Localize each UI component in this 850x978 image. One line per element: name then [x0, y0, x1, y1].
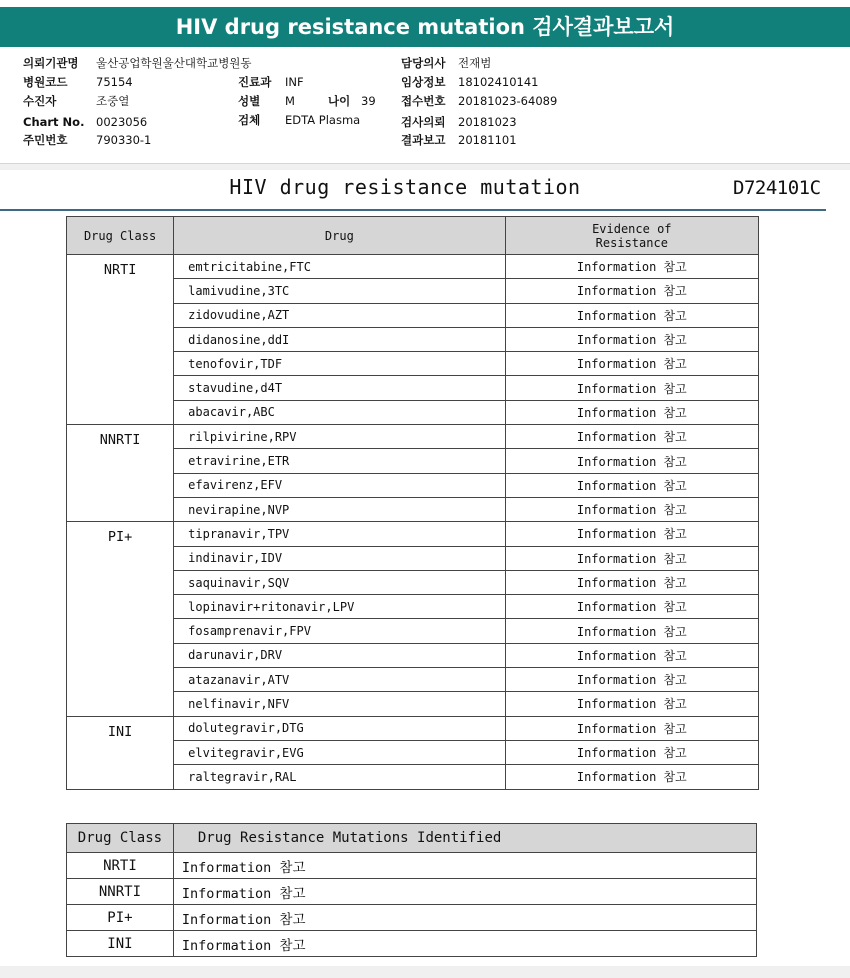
chart-no-label: Chart No.	[23, 115, 85, 129]
specimen-value: EDTA Plasma	[285, 113, 361, 127]
receipt-no-label: 접수번호	[401, 94, 446, 108]
receiver-label: 수진자	[23, 94, 57, 108]
drug-name-cell: fosamprenavir,FPV	[174, 619, 505, 643]
header-evidence-line2: Resistance	[595, 235, 668, 250]
chart-no-value: 0023056	[96, 115, 148, 129]
header-evidence-line1: Evidence of	[592, 221, 672, 236]
evidence-cell: Information 참고	[505, 449, 758, 473]
mutation-table-body	[67, 853, 757, 957]
evidence-cell: Information 참고	[505, 643, 758, 667]
receiver-value: 조중열	[96, 94, 130, 108]
hospital-code-value: 75154	[96, 75, 133, 89]
header-evidence	[505, 217, 758, 255]
drug-name-cell: stavudine,d4T	[174, 376, 505, 400]
drug-name-cell: nevirapine,NVP	[174, 497, 505, 521]
mutation-result-cell: Information 참고	[173, 879, 756, 905]
mutation-drug-class-cell: NRTI	[67, 853, 174, 879]
mutation-table	[66, 823, 757, 957]
evidence-cell: Information 참고	[505, 619, 758, 643]
doctor-label: 담당의사	[401, 56, 446, 70]
mutation-header-drug-class: Drug Class	[67, 824, 174, 853]
header-drug: Drug	[174, 217, 505, 255]
footer-gray-strip	[0, 966, 850, 978]
evidence-cell: Information 참고	[505, 473, 758, 497]
department-label: 진료과	[238, 75, 272, 89]
mutation-drug-class-cell: PI+	[67, 905, 174, 931]
drug-name-cell: emtricitabine,FTC	[174, 255, 505, 279]
mutation-drug-class-cell: INI	[67, 931, 174, 957]
request-date-value: 20181023	[458, 115, 517, 129]
drug-name-cell: raltegravir,RAL	[174, 765, 505, 789]
table-row	[67, 716, 759, 740]
drug-name-cell: efavirenz,EFV	[174, 473, 505, 497]
evidence-cell: Information 참고	[505, 255, 758, 279]
evidence-cell: Information 참고	[505, 303, 758, 327]
drug-name-cell: atazanavir,ATV	[174, 668, 505, 692]
drug-name-cell: abacavir,ABC	[174, 400, 505, 424]
mutation-drug-class-cell: NNRTI	[67, 879, 174, 905]
mutation-table-header-row	[67, 824, 757, 853]
table-row	[67, 879, 757, 905]
evidence-cell: Information 참고	[505, 352, 758, 376]
mutation-result-cell: Information 참고	[173, 853, 756, 879]
evidence-cell: Information 참고	[505, 400, 758, 424]
drug-name-cell: saquinavir,SQV	[174, 570, 505, 594]
evidence-cell: Information 참고	[505, 522, 758, 546]
evidence-cell: Information 참고	[505, 279, 758, 303]
table-row	[67, 905, 757, 931]
drug-class-cell: NNRTI	[67, 425, 174, 522]
table-row	[67, 522, 759, 546]
drug-class-cell: PI+	[67, 522, 174, 716]
evidence-cell: Information 참고	[505, 497, 758, 521]
drug-name-cell: didanosine,ddI	[174, 327, 505, 351]
specimen-label: 검체	[238, 113, 261, 127]
drug-name-cell: indinavir,IDV	[174, 546, 505, 570]
hospital-code-label: 병원코드	[23, 75, 68, 89]
evidence-cell: Information 참고	[505, 716, 758, 740]
evidence-cell: Information 참고	[505, 765, 758, 789]
mutation-result-cell: Information 참고	[173, 905, 756, 931]
sex-value: M	[285, 94, 295, 108]
table-row	[67, 931, 757, 957]
drug-table-header-row	[67, 217, 759, 255]
drug-name-cell: darunavir,DRV	[174, 643, 505, 667]
report-date-label: 결과보고	[401, 133, 446, 147]
mutation-result-cell: Information 참고	[173, 931, 756, 957]
drug-name-cell: lamivudine,3TC	[174, 279, 505, 303]
header-drug-class: Drug Class	[67, 217, 174, 255]
drug-name-cell: nelfinavir,NFV	[174, 692, 505, 716]
evidence-cell: Information 참고	[505, 668, 758, 692]
drug-name-cell: dolutegravir,DTG	[174, 716, 505, 740]
table-row	[67, 853, 757, 879]
drug-name-cell: rilpivirine,RPV	[174, 425, 505, 449]
resident-no-value: 790330-1	[96, 133, 152, 147]
drug-name-cell: etravirine,ETR	[174, 449, 505, 473]
report-code: D724101C	[733, 177, 821, 199]
header-gray-strip	[0, 164, 850, 170]
drug-table-body	[67, 255, 759, 790]
evidence-cell: Information 참고	[505, 595, 758, 619]
evidence-cell: Information 참고	[505, 327, 758, 351]
drug-name-cell: elvitegravir,EVG	[174, 740, 505, 764]
report-title: HIV drug resistance mutation	[229, 175, 581, 199]
patient-info	[0, 0, 850, 160]
evidence-cell: Information 참고	[505, 570, 758, 594]
drug-name-cell: tenofovir,TDF	[174, 352, 505, 376]
drug-name-cell: zidovudine,AZT	[174, 303, 505, 327]
evidence-cell: Information 참고	[505, 546, 758, 570]
report-banner-title: HIV drug resistance mutation 검사결과보고서	[0, 7, 850, 47]
request-date-label: 검사의뢰	[401, 115, 446, 129]
age-value: 39	[361, 94, 376, 108]
department-value: INF	[285, 75, 304, 89]
drug-resistance-table	[66, 216, 759, 790]
table-row	[67, 425, 759, 449]
evidence-cell: Information 참고	[505, 376, 758, 400]
clinical-info-label: 임상정보	[401, 75, 446, 89]
evidence-cell: Information 참고	[505, 425, 758, 449]
institution-label: 의뢰기관명	[23, 56, 79, 70]
report-date-value: 20181101	[458, 133, 517, 147]
receipt-no-value: 20181023-64089	[458, 94, 558, 108]
title-rule	[0, 209, 826, 211]
age-label: 나이	[328, 94, 351, 108]
drug-name-cell: lopinavir+ritonavir,LPV	[174, 595, 505, 619]
sex-label: 성별	[238, 94, 261, 108]
clinical-info-value: 18102410141	[458, 75, 539, 89]
mutation-header-mutations: Drug Resistance Mutations Identified	[173, 824, 756, 853]
evidence-cell: Information 참고	[505, 692, 758, 716]
drug-class-cell: INI	[67, 716, 174, 789]
evidence-cell: Information 참고	[505, 740, 758, 764]
drug-name-cell: tipranavir,TPV	[174, 522, 505, 546]
resident-no-label: 주민번호	[23, 133, 68, 147]
institution-value: 울산공업학원울산대학교병원동	[96, 56, 252, 70]
table-row	[67, 255, 759, 279]
doctor-value: 전재범	[458, 56, 492, 70]
drug-class-cell: NRTI	[67, 255, 174, 425]
